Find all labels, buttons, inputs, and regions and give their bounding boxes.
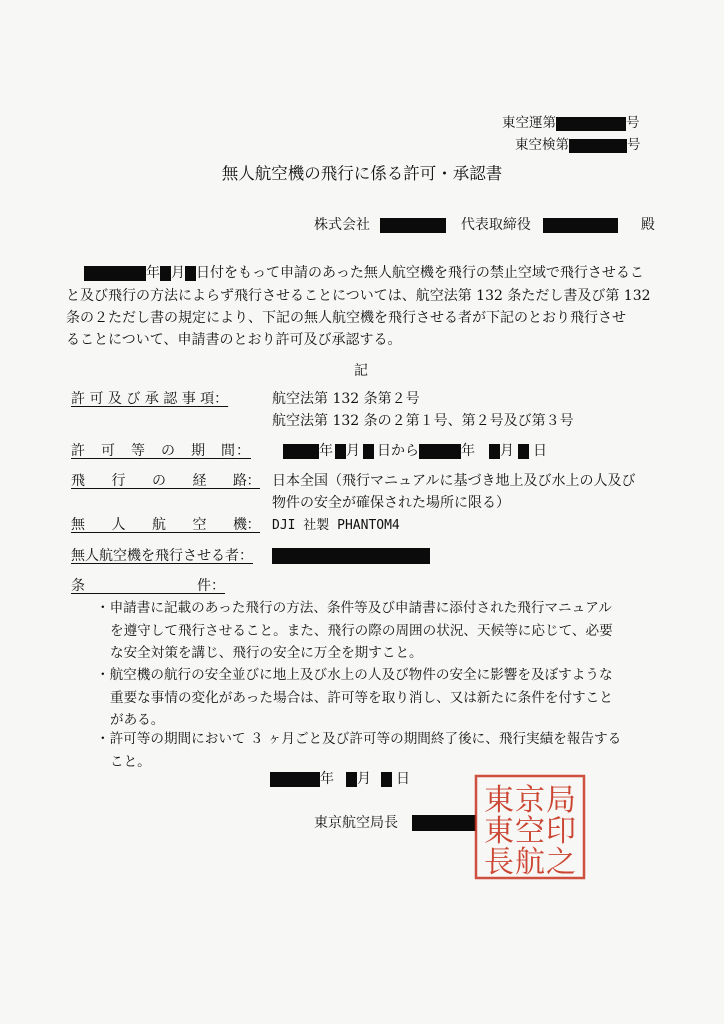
- bullet-marker: ・: [96, 667, 110, 683]
- condition-text: 航空機の航行の安全並びに地上及び水上の人及び物件の安全に影響を及ぼすような: [109, 667, 613, 683]
- role-label: 代表取締役: [460, 217, 531, 233]
- redaction: [185, 266, 196, 281]
- redaction: [556, 117, 626, 131]
- year-label: 年: [319, 443, 333, 459]
- condition-text: を遵守して飛行させること。また、飛行の際の周囲の状況、天候等に応じて、必要: [110, 622, 613, 639]
- conditions-label: 条 件：: [71, 578, 225, 594]
- page-title: 無人航空機の飛行に係る許可・承認書: [221, 164, 503, 183]
- route-value-2: 物件の安全が確保された場所に限る）: [272, 495, 510, 511]
- redaction: [346, 772, 357, 787]
- approval-label: 許 可 及 び 承 認 事 項：: [71, 391, 229, 407]
- approval-value-2: 航空法第 132 条の２第１号、第２号及び第３号: [272, 413, 574, 429]
- issuer: [314, 812, 476, 832]
- condition-text: 申請書に記載のあった飛行の方法、条件等及び申請書に添付された飛行マニュアル: [109, 600, 612, 616]
- ref-prefix: 東空運第: [502, 115, 556, 131]
- condition-text: こと。: [110, 753, 151, 770]
- condition-text: がある。: [110, 712, 165, 728]
- redaction: [363, 444, 374, 459]
- month-label: 月: [346, 443, 360, 459]
- bullet-marker: ・: [96, 731, 110, 747]
- seal-char: 印: [546, 814, 576, 849]
- year-label: 年: [146, 265, 160, 281]
- issuer-title: 東京航空局長: [314, 815, 398, 831]
- body-line-1: [84, 262, 644, 282]
- ref-prefix: 東空検第: [515, 137, 569, 153]
- redaction: [419, 444, 461, 459]
- condition-text: 許可等の期間において ３ ヶ月ごと及び許可等の期間終了後に、飛行実績を報告する: [109, 731, 622, 747]
- condition-text: な安全対策を講じ、飛行の安全に万全を期すこと。: [110, 645, 423, 661]
- year-label: 年: [461, 443, 475, 459]
- period-label: 許 可 等 の 期 間：: [71, 443, 251, 459]
- addressee: [314, 214, 655, 234]
- seal-char: 之: [546, 845, 576, 880]
- approval-value-1: 航空法第 132 条第２号: [272, 391, 420, 407]
- ref-suffix: 号: [626, 115, 640, 131]
- honorific: 殿: [640, 217, 655, 233]
- pilot-value: [272, 545, 430, 564]
- issue-date: [270, 768, 410, 788]
- redaction: [381, 772, 392, 787]
- day-from-label: 日から: [377, 443, 419, 459]
- body-text: 日付をもって申請のあった無人航空機を飛行の禁止空域で飛行させるこ: [196, 265, 644, 281]
- month-label: 月: [171, 265, 185, 281]
- body-line-2: と及び飛行の方法によらず飛行させることについては、航空法第 132 条ただし書及び第 132: [66, 288, 651, 304]
- condition-text: 重要な事情の変化があった場合は、許可等を取り消し、又は新たに条件を付すこと: [110, 689, 613, 706]
- redaction: [270, 772, 320, 787]
- bullet-marker: ・: [96, 600, 110, 616]
- redaction: [283, 444, 319, 459]
- redaction: [84, 266, 146, 281]
- ref-number-2: [515, 133, 641, 153]
- day-label: 日: [396, 771, 410, 787]
- condition-item-3: [96, 728, 621, 773]
- seal-char: 東: [484, 814, 514, 849]
- body-line-3: 条の２ただし書の規定により、下記の無人航空機を飛行させる者が下記のとおり飛行させ: [66, 310, 626, 326]
- company-label: 株式会社: [314, 217, 370, 233]
- redaction: [335, 444, 346, 459]
- body-line-4: ることについて、申請書のとおり許可及び承認する。: [66, 332, 402, 348]
- seal-char: 航: [515, 845, 545, 880]
- year-label: 年: [320, 771, 334, 787]
- route-label: 飛 行 の 経 路：: [71, 473, 260, 489]
- condition-item-1: [96, 597, 613, 665]
- seal-char: 局: [546, 783, 576, 818]
- redaction: [380, 218, 446, 233]
- period-value: [283, 440, 547, 460]
- month-label: 月: [357, 771, 371, 787]
- seal-char: 東: [484, 783, 514, 818]
- redaction: [412, 815, 476, 831]
- uav-value: DJI 社製 PHANTOM4: [272, 518, 400, 533]
- condition-item-2: [96, 664, 613, 732]
- redaction: [518, 444, 529, 459]
- seal-char: 空: [515, 814, 545, 849]
- seal-char: 京: [515, 783, 545, 818]
- seal-char: 長: [484, 845, 514, 880]
- redaction: [489, 444, 500, 459]
- official-seal: [472, 772, 588, 882]
- redaction: [272, 548, 430, 564]
- redaction: [543, 218, 618, 233]
- uav-label: 無 人 航 空 機：: [71, 517, 260, 533]
- ref-suffix: 号: [627, 137, 641, 153]
- pilot-label: 無人航空機を飛行させる者：: [71, 548, 253, 564]
- day-label: 日: [533, 443, 547, 459]
- month-label: 月: [500, 443, 514, 459]
- redaction: [569, 139, 627, 153]
- route-value-1: 日本全国（飛行マニュアルに基づき地上及び水上の人及び: [272, 473, 636, 489]
- ki-marker: 記: [354, 363, 368, 379]
- redaction: [160, 266, 171, 281]
- ref-number-1: [502, 111, 640, 131]
